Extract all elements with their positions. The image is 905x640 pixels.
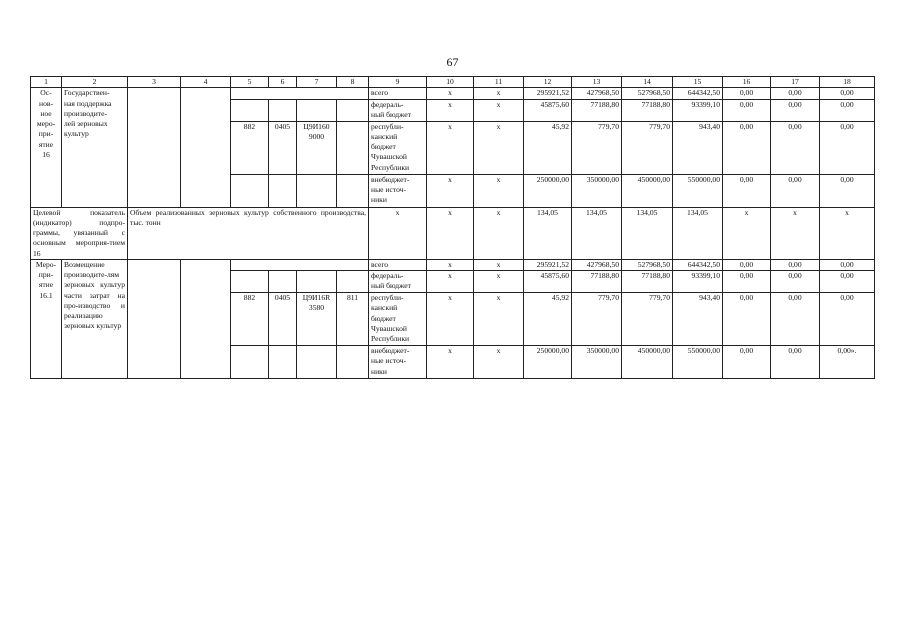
code-cell [269, 174, 297, 207]
amount-cell: 0,00 [820, 174, 875, 207]
event-number: Ос- нов- ное меро- при- ятие 16 [31, 88, 62, 207]
amount-cell: 0,00 [820, 293, 875, 346]
indicator-label: Целевой показатель (индикатор) подпро-граммы, увязанный с основным мероприя-тием 16 [31, 207, 128, 259]
code-x-cell: x [474, 271, 524, 293]
amount-cell: 0,00 [723, 174, 771, 207]
event-title: Возмещение производите-лям зерновых культур части затрат на про-изводство и реализацию зерновых культур [62, 259, 128, 378]
code-cell [231, 271, 269, 293]
amount-cell: 0,00 [820, 259, 875, 270]
amount-cell: 45,92 [524, 293, 572, 346]
indicator-description: Объем реализованных зерновых культур собственного производства, тыс. тонн [128, 207, 369, 259]
code-cell [337, 271, 369, 293]
amount-cell: 250000,00 [524, 174, 572, 207]
column-number: 7 [297, 77, 337, 88]
code-cell [297, 346, 337, 379]
code-cell [337, 174, 369, 207]
responsible-cell [128, 259, 181, 378]
amount-cell: 943,40 [673, 121, 723, 174]
amount-cell: 350000,00 [572, 346, 622, 379]
amount-cell: 77188,80 [622, 271, 673, 293]
column-number: 4 [181, 77, 231, 88]
column-number: 8 [337, 77, 369, 88]
amount-cell: 0,00 [820, 88, 875, 99]
column-number: 18 [820, 77, 875, 88]
column-number: 11 [474, 77, 524, 88]
code-x-cell: x [427, 88, 474, 99]
column-number: 2 [62, 77, 128, 88]
column-number-row [31, 77, 875, 88]
event-title: Государствен- ная поддержка производите- лей зерновых культур [62, 88, 128, 207]
code-cell [297, 271, 337, 293]
column-number: 5 [231, 77, 269, 88]
amount-cell: 0,00 [723, 293, 771, 346]
code-x-cell: x [474, 121, 524, 174]
code-cell [337, 346, 369, 379]
amount-cell: 45875,60 [524, 271, 572, 293]
code-section: 0405 [269, 293, 297, 346]
funding-source: федераль- ный бюджет [369, 99, 427, 121]
code-x-cell: x [427, 293, 474, 346]
amount-cell: 0,00 [820, 99, 875, 121]
code-x-cell: x [474, 99, 524, 121]
amount-cell: 0,00 [723, 346, 771, 379]
indicator-row [31, 207, 875, 259]
indicator-cell: x [820, 207, 875, 259]
indicator-cell: x [723, 207, 771, 259]
funding-source: всего [369, 259, 427, 270]
indicator-cell: x [474, 207, 524, 259]
amount-cell: 779,70 [622, 121, 673, 174]
code-x-cell: x [474, 259, 524, 270]
code-ministry: 882 [231, 121, 269, 174]
code-cell [231, 259, 369, 270]
code-x-cell: x [427, 346, 474, 379]
code-x-cell: x [474, 88, 524, 99]
amount-cell: 450000,00 [622, 346, 673, 379]
code-cell [297, 99, 337, 121]
amount-cell: 0,00 [771, 293, 820, 346]
amount-cell: 0,00 [771, 99, 820, 121]
code-expense-type: 811 [337, 293, 369, 346]
column-number: 13 [572, 77, 622, 88]
indicator-value: 134,05 [524, 207, 572, 259]
responsible-cell [128, 88, 181, 207]
funding-row [31, 88, 875, 99]
amount-cell: 0,00 [771, 88, 820, 99]
code-x-cell: x [474, 293, 524, 346]
funding-source: внебюджет- ные источ- ники [369, 174, 427, 207]
column-number: 16 [723, 77, 771, 88]
amount-cell: 0,00 [723, 259, 771, 270]
code-expense-type [337, 121, 369, 174]
amount-cell: 0,00 [771, 174, 820, 207]
amount-cell: 527968,50 [622, 259, 673, 270]
event-number: Меро- при- ятие 16.1 [31, 259, 62, 378]
co-executor-cell [181, 259, 231, 378]
code-cell [231, 88, 369, 99]
indicator-value: 134,05 [622, 207, 673, 259]
amount-cell: 427968,50 [572, 88, 622, 99]
amount-cell: 77188,80 [572, 271, 622, 293]
amount-cell: 0,00 [723, 121, 771, 174]
amount-cell: 644342,50 [673, 88, 723, 99]
code-x-cell: x [427, 271, 474, 293]
amount-cell: 45875,60 [524, 99, 572, 121]
main-event-block [31, 88, 875, 207]
code-x-cell: x [427, 121, 474, 174]
amount-cell: 550000,00 [673, 346, 723, 379]
amount-cell: 527968,50 [622, 88, 673, 99]
amount-cell: 779,70 [572, 293, 622, 346]
funding-source: республи- канский бюджет Чувашской Республики [369, 121, 427, 174]
amount-cell: 644342,50 [673, 259, 723, 270]
amount-cell: 295921,52 [524, 259, 572, 270]
code-target-article: Ц9И16R 3580 [297, 293, 337, 346]
code-cell [269, 99, 297, 121]
amount-cell: 0,00 [820, 121, 875, 174]
amount-cell: 779,70 [622, 293, 673, 346]
code-x-cell: x [427, 99, 474, 121]
column-number: 10 [427, 77, 474, 88]
indicator-cell: x [369, 207, 427, 259]
code-cell [231, 346, 269, 379]
indicator-cell: x [427, 207, 474, 259]
page-number: 67 [446, 55, 459, 69]
amount-cell: 77188,80 [622, 99, 673, 121]
funding-source: республи- канский бюджет Чувашской Республики [369, 293, 427, 346]
amount-cell: 93399,10 [673, 271, 723, 293]
code-cell [337, 99, 369, 121]
column-number: 14 [622, 77, 673, 88]
amount-cell: 0,00». [820, 346, 875, 379]
funding-source: внебюджет- ные источ- ники [369, 346, 427, 379]
amount-cell: 295921,52 [524, 88, 572, 99]
amount-cell: 450000,00 [622, 174, 673, 207]
amount-cell: 427968,50 [572, 259, 622, 270]
amount-cell: 0,00 [771, 346, 820, 379]
funding-source: федераль- ный бюджет [369, 271, 427, 293]
amount-cell: 0,00 [771, 259, 820, 270]
column-number: 15 [673, 77, 723, 88]
code-x-cell: x [474, 174, 524, 207]
code-cell [231, 99, 269, 121]
amount-cell: 0,00 [820, 271, 875, 293]
code-x-cell: x [427, 174, 474, 207]
column-number: 3 [128, 77, 181, 88]
indicator-cell: x [771, 207, 820, 259]
column-number: 6 [269, 77, 297, 88]
column-number: 17 [771, 77, 820, 88]
funding-source: всего [369, 88, 427, 99]
amount-cell: 943,40 [673, 293, 723, 346]
funding-row [31, 259, 875, 270]
column-number: 1 [31, 77, 62, 88]
code-x-cell: x [474, 346, 524, 379]
code-ministry: 882 [231, 293, 269, 346]
amount-cell: 0,00 [723, 271, 771, 293]
amount-cell: 0,00 [723, 99, 771, 121]
code-cell [269, 271, 297, 293]
amount-cell: 45,92 [524, 121, 572, 174]
code-target-article: Ц9И160 9000 [297, 121, 337, 174]
column-number: 9 [369, 77, 427, 88]
code-cell [231, 174, 269, 207]
co-executor-cell [181, 88, 231, 207]
indicator-value: 134,05 [572, 207, 622, 259]
column-number: 12 [524, 77, 572, 88]
amount-cell: 779,70 [572, 121, 622, 174]
amount-cell: 0,00 [771, 121, 820, 174]
code-cell [297, 174, 337, 207]
amount-cell: 93399,10 [673, 99, 723, 121]
code-section: 0405 [269, 121, 297, 174]
activity-block [31, 259, 875, 378]
amount-cell: 77188,80 [572, 99, 622, 121]
budget-table [30, 76, 875, 379]
amount-cell: 0,00 [723, 88, 771, 99]
code-x-cell: x [427, 259, 474, 270]
amount-cell: 250000,00 [524, 346, 572, 379]
indicator-value: 134,05 [673, 207, 723, 259]
amount-cell: 350000,00 [572, 174, 622, 207]
amount-cell: 0,00 [771, 271, 820, 293]
code-cell [269, 346, 297, 379]
amount-cell: 550000,00 [673, 174, 723, 207]
